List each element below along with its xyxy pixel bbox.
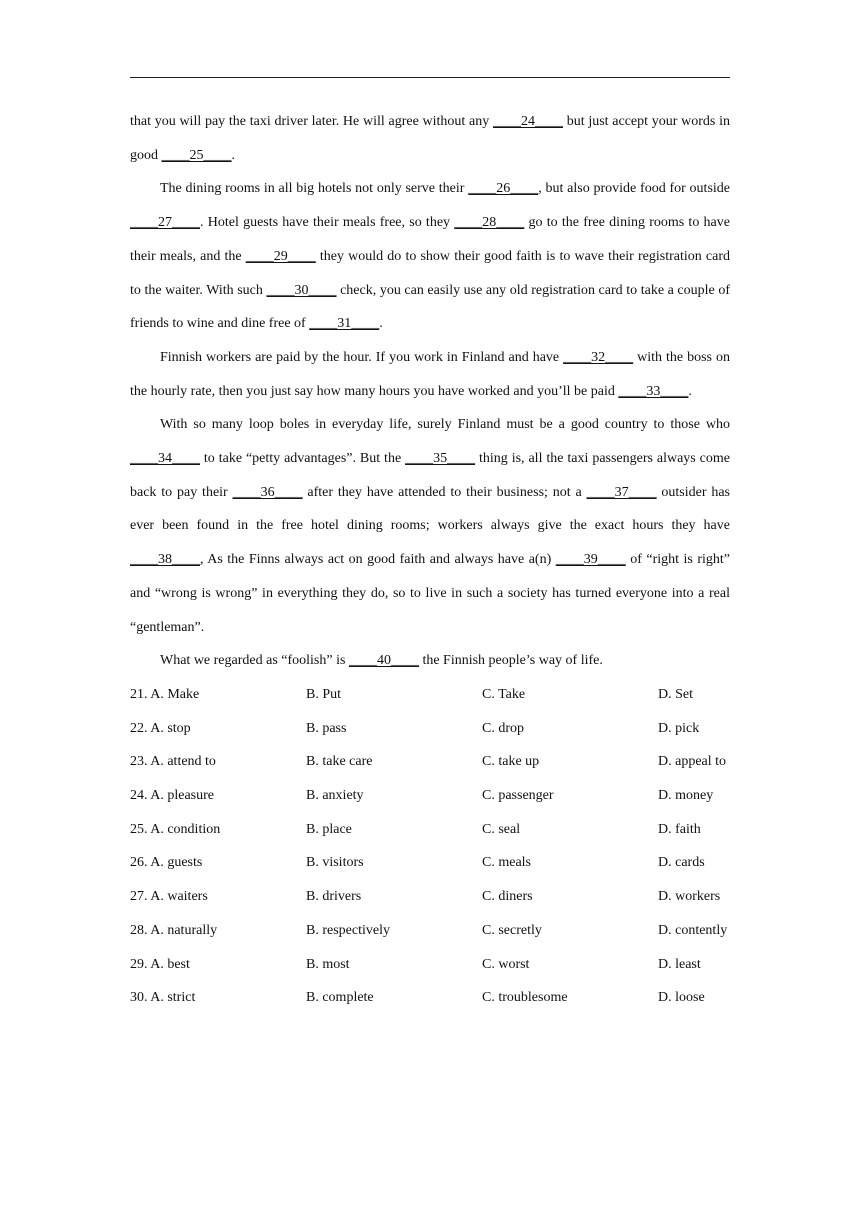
option-d: D. loose — [658, 990, 705, 1006]
option-b: B. anxiety — [306, 788, 364, 804]
cloze-passage — [130, 105, 730, 678]
option-a: 27. A. waiters — [130, 889, 208, 905]
option-a: 26. A. guests — [130, 855, 203, 871]
option-c: C. worst — [482, 956, 530, 972]
answer-blank: ____32____ — [563, 349, 634, 365]
passage-paragraph — [130, 644, 730, 678]
passage-text: thing is, all the taxi passengers always come back to pay their — [130, 451, 730, 500]
option-c: C. Take — [482, 686, 526, 702]
header-rule — [130, 77, 730, 78]
option-c: C. meals — [482, 855, 531, 871]
option-row — [130, 981, 730, 1015]
passage-text: outsider has ever been found in the free hotel dining rooms; workers always give the exact hours they have — [130, 484, 731, 534]
passage-text: check, you can easily use any old registration card to take a couple of friends to wine and dine free of — [130, 282, 730, 332]
passage-text: . — [688, 383, 692, 399]
option-b: B. visitors — [306, 855, 364, 871]
option-b: B. complete — [306, 990, 374, 1006]
passage-paragraph — [130, 341, 730, 408]
passage-text: to take “petty advantages”. But the — [200, 451, 406, 467]
option-row — [130, 745, 730, 779]
option-a: 21. A. Make — [130, 686, 200, 702]
answer-blank: ____31____ — [309, 316, 380, 332]
answer-options — [130, 678, 730, 1015]
passage-text: but just accept your words in good — [130, 114, 730, 163]
answer-blank: ____36____ — [232, 484, 303, 500]
option-b: B. pass — [306, 720, 347, 736]
option-b: B. drivers — [306, 889, 362, 905]
option-c: C. take up — [482, 754, 540, 770]
option-d: D. workers — [658, 889, 721, 905]
answer-blank: ____25____ — [161, 147, 232, 163]
option-row — [130, 779, 730, 813]
answer-blank: ____34____ — [130, 451, 200, 467]
option-row — [130, 712, 730, 746]
option-a: 28. A. naturally — [130, 922, 218, 938]
option-b: B. place — [306, 821, 352, 837]
answer-blank: ____38____ — [130, 552, 200, 568]
option-a: 30. A. strict — [130, 990, 196, 1006]
option-b: B. take care — [306, 754, 373, 770]
option-d: D. appeal to — [658, 754, 727, 770]
answer-blank: ____29____ — [245, 248, 316, 264]
option-row — [130, 678, 730, 712]
option-c: C. troublesome — [482, 990, 568, 1006]
option-d: D. money — [658, 788, 714, 804]
answer-blank: ____26____ — [468, 181, 539, 197]
passage-paragraph — [130, 105, 730, 172]
option-c: C. seal — [482, 821, 521, 837]
option-row — [130, 948, 730, 982]
document-body — [130, 105, 730, 1015]
option-d: D. faith — [658, 821, 701, 837]
answer-blank: ____30____ — [266, 282, 337, 298]
answer-blank: ____33____ — [618, 383, 689, 399]
passage-text: that you will pay the taxi driver later. He will agree without any — [130, 114, 493, 129]
answer-blank: ____40____ — [348, 653, 419, 669]
answer-blank: ____24____ — [492, 114, 563, 129]
option-a: 22. A. stop — [130, 720, 191, 736]
passage-paragraph — [130, 172, 730, 341]
option-c: C. passenger — [482, 788, 554, 804]
passage-text: , but also provide food for outside — [538, 181, 731, 197]
passage-text: with the boss on the hourly rate, then you just say how many hours you have worked and you’ll be paid — [130, 349, 730, 399]
passage-text: . Hotel guests have their meals free, so they — [200, 215, 455, 231]
passage-text: What we regarded as “foolish” is — [160, 653, 349, 669]
answer-blank: ____39____ — [555, 552, 626, 568]
option-d: D. cards — [658, 855, 705, 871]
option-b: B. respectively — [306, 922, 390, 938]
answer-blank: ____35____ — [405, 451, 476, 467]
passage-text: the Finnish people’s way of life. — [418, 653, 603, 669]
option-d: D. pick — [658, 720, 700, 736]
option-b: B. Put — [306, 686, 342, 702]
option-d: D. Set — [658, 686, 693, 702]
passage-paragraph — [130, 408, 730, 644]
option-a: 25. A. condition — [130, 821, 221, 837]
option-row — [130, 914, 730, 948]
passage-text: , As the Finns always act on good faith and always have a(n) — [200, 552, 556, 568]
option-a: 29. A. best — [130, 956, 190, 972]
option-row — [130, 813, 730, 847]
passage-text: go to the free dining rooms to have their meals, and the — [130, 215, 730, 264]
option-b: B. most — [306, 956, 350, 972]
passage-text: of “right is right” and “wrong is wrong” in everything they do, so to live in such a society has turned everyone into a real “gentleman”. — [130, 552, 731, 635]
passage-text: Finnish workers are paid by the hour. If you work in Finland and have — [160, 349, 564, 365]
option-row — [130, 846, 730, 880]
option-a: 24. A. pleasure — [130, 788, 214, 804]
option-a: 23. A. attend to — [130, 754, 216, 770]
passage-text: . — [231, 147, 235, 163]
answer-blank: ____27____ — [130, 215, 200, 231]
passage-text: they would do to show their good faith is to wave their registration card to the waiter. With such — [130, 248, 730, 298]
passage-text: The dining rooms in all big hotels not only serve their — [160, 181, 469, 197]
option-c: C. diners — [482, 889, 533, 905]
option-c: C. secretly — [482, 922, 542, 938]
option-row — [130, 880, 730, 914]
passage-text: . — [379, 316, 383, 332]
passage-text: after they have attended to their business; not a — [302, 484, 587, 500]
option-d: D. contently — [658, 922, 728, 938]
option-c: C. drop — [482, 720, 524, 736]
passage-text: With so many loop boles in everyday life, surely Finland must be a good country to those who — [160, 417, 730, 433]
answer-blank: ____37____ — [586, 484, 657, 500]
answer-blank: ____28____ — [454, 215, 525, 231]
option-d: D. least — [658, 956, 701, 972]
